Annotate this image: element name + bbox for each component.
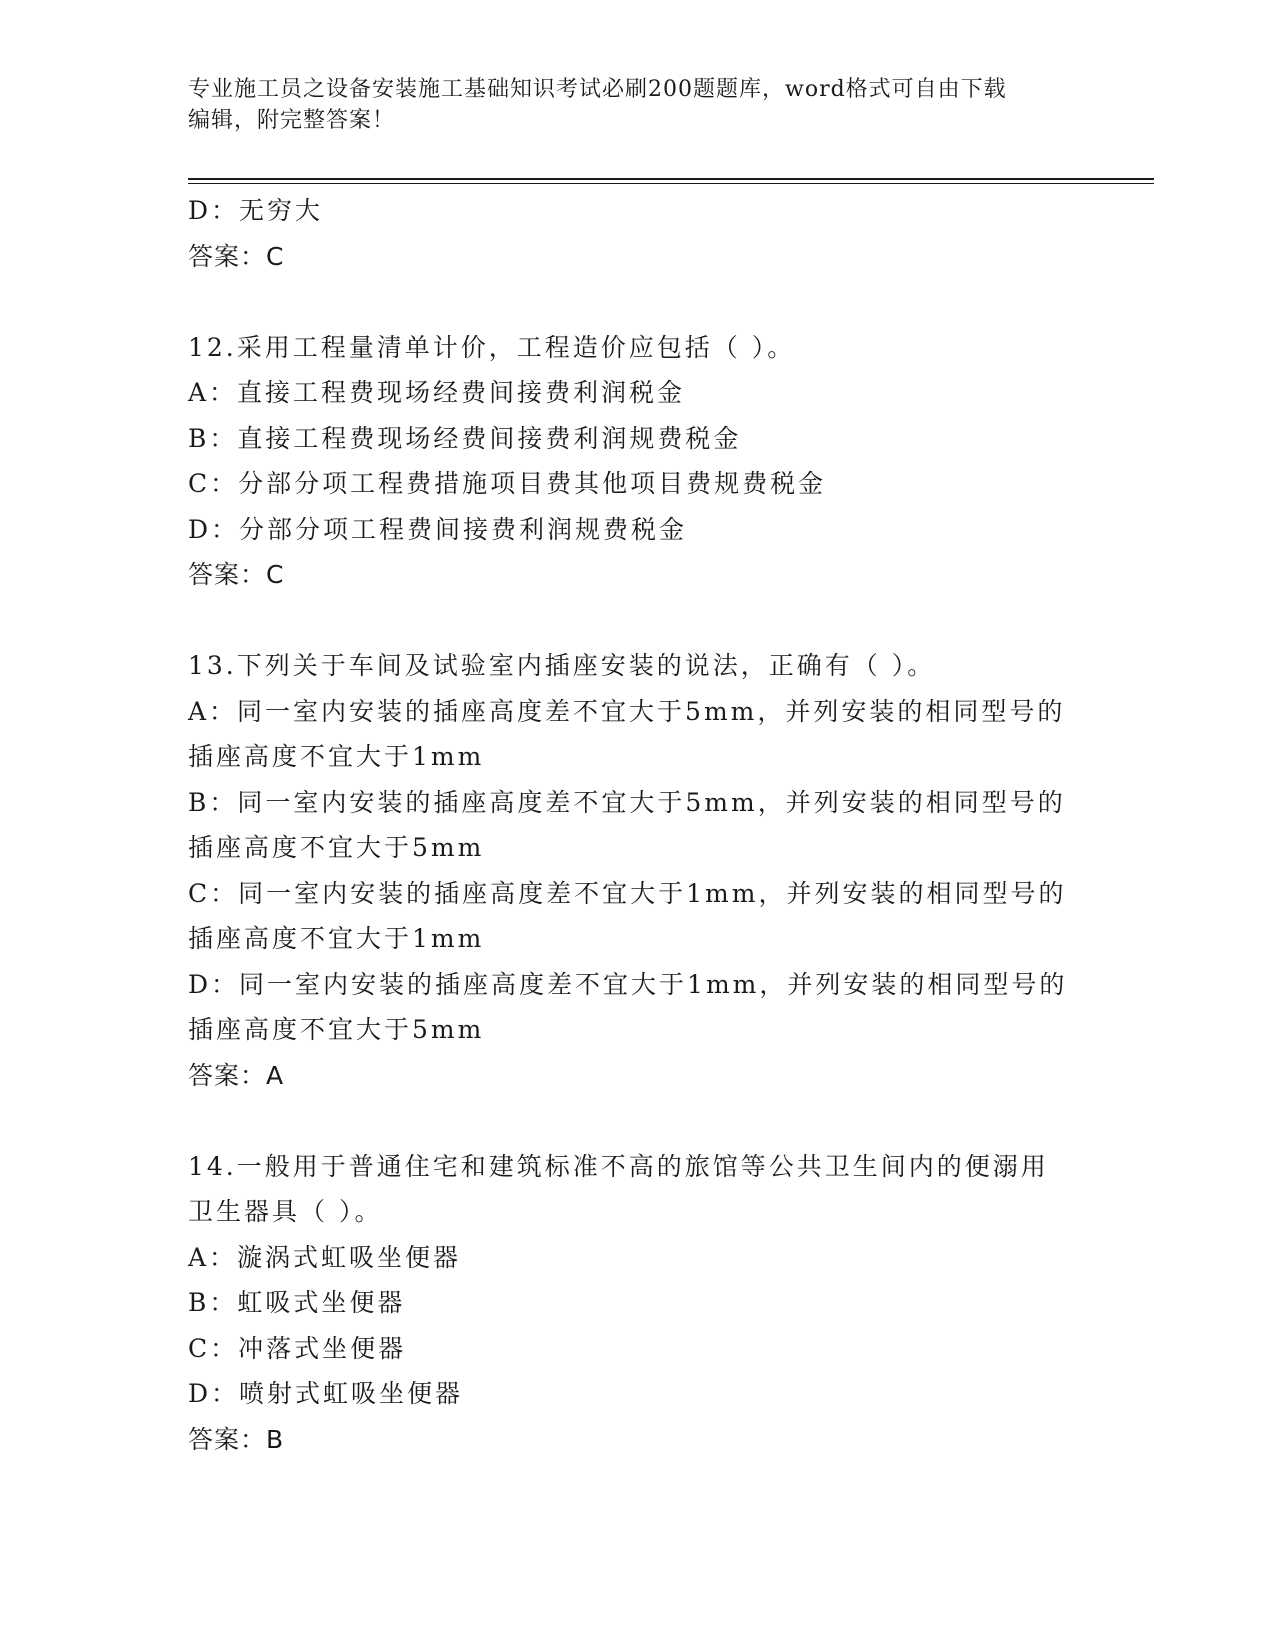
q14-option-a: A：漩涡式虹吸坐便器 (188, 1242, 462, 1272)
q12-stem: 12.采用工程量清单计价，工程造价应包括（ ）。 (188, 332, 796, 362)
q13-option-b-line-1: B：同一室内安装的插座高度差不宜大于5mm，并列安装的相同型号的 (188, 787, 1066, 817)
spacer (188, 1098, 1088, 1144)
q14-stem-line-1: 14.一般用于普通住宅和建筑标准不高的旅馆等公共卫生间内的便溺用 (188, 1151, 1049, 1181)
header-divider-thin (188, 183, 1154, 184)
spacer (188, 279, 1088, 325)
q13-option-a-line-2: 插座高度不宜大于1mm (188, 742, 485, 771)
q13-option-d-line-2: 插座高度不宜大于5mm (188, 1015, 485, 1044)
q14-option-b: B：虹吸式坐便器 (188, 1288, 406, 1317)
header-title-line-1: 专业施工员之设备安装施工基础知识考试必刷200题题库，word格式可自由下载 (188, 77, 1007, 102)
q14-answer: 答案：B (188, 1424, 285, 1454)
document-header (188, 74, 1068, 136)
q14-option-c: C：冲落式坐便器 (188, 1333, 407, 1363)
q14-stem-line-2: 卫生器具（ ）。 (188, 1197, 383, 1226)
q12-answer: 答案：C (188, 560, 285, 589)
header-divider-thick (188, 178, 1154, 180)
q12-option-a: A：直接工程费现场经费间接费利润税金 (188, 378, 686, 407)
q13-option-c-line-1: C：同一室内安装的插座高度差不宜大于1mm，并列安装的相同型号的 (188, 878, 1067, 908)
q13-stem: 13.下列关于车间及试验室内插座安装的说法，正确有（ ）。 (188, 651, 936, 680)
q12-option-d: D：分部分项工程费间接费利润规费税金 (188, 514, 688, 544)
q12-option-b: B：直接工程费现场经费间接费利润规费税金 (188, 423, 742, 453)
q11-answer: 答案：C (188, 241, 285, 271)
q13-option-d-line-1: D：同一室内安装的插座高度差不宜大于1mm，并列安装的相同型号的 (188, 969, 1068, 999)
q14-option-d: D：喷射式虹吸坐便器 (188, 1379, 464, 1408)
q13-option-a-line-1: A：同一室内安装的插座高度差不宜大于5mm，并列安装的相同型号的 (188, 696, 1066, 726)
q13-answer: 答案：A (188, 1060, 285, 1090)
q11-option-d: D：无穷大 (188, 196, 324, 225)
q12-option-c: C：分部分项工程费措施项目费其他项目费规费税金 (188, 469, 827, 498)
spacer (188, 598, 1088, 644)
q13-option-b-line-2: 插座高度不宜大于5mm (188, 833, 485, 862)
header-title-line-2: 编辑，附完整答案！ (188, 108, 396, 133)
question-list (188, 188, 1088, 1462)
q13-option-c-line-2: 插座高度不宜大于1mm (188, 924, 485, 953)
